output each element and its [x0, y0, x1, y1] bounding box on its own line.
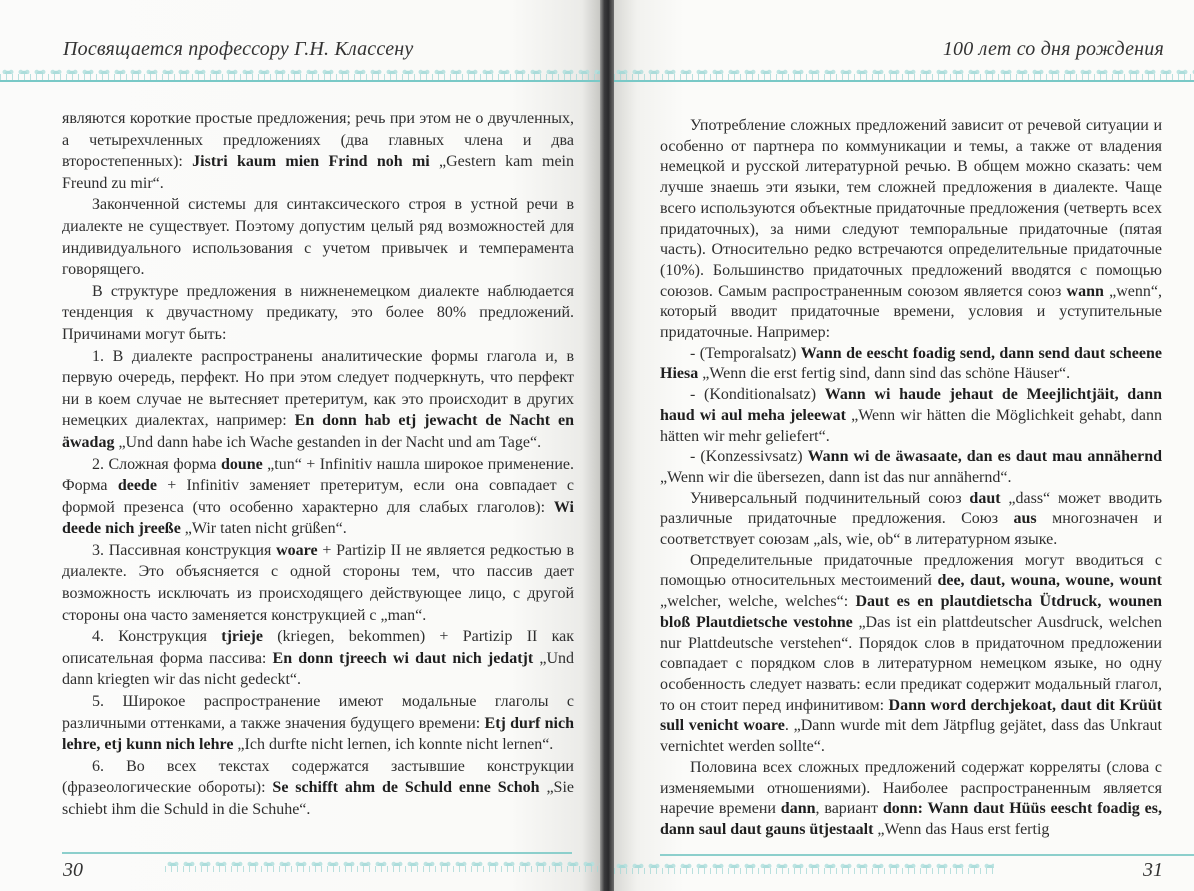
floral-border: [0, 64, 600, 74]
text-run: Определительные придаточные предложения могут вводиться с помощью относительных местоимений: [660, 551, 1162, 590]
right-running-head: 100 лет со дня рождения: [942, 38, 1164, 60]
dialect-example: doune: [220, 455, 263, 473]
text-run: „Wenn das Haus erst fertig: [873, 820, 1050, 838]
header-ornament-right: [614, 64, 1194, 82]
text-run: „Wenn die erst fertig sind, dann sind das schöne Häuser“.: [698, 365, 1071, 383]
border-ticks: [614, 74, 1194, 80]
dialect-example: dann: [780, 800, 816, 818]
dialect-example: Wann wi de äwasaate, dan es daut mau annähernd: [807, 448, 1163, 466]
paragraph: [660, 758, 1162, 841]
dialect-example: tjrieje: [221, 628, 263, 646]
paragraph: [62, 346, 574, 454]
border-rule: [0, 80, 600, 82]
text-run: Универсальный подчинительный союз: [690, 489, 970, 507]
right-body-text: [660, 116, 1162, 841]
paragraph: [62, 756, 574, 821]
floral-border: [165, 856, 600, 866]
border-ticks: [614, 868, 994, 874]
text-run: „Wenn wir hätten die Möglichkeit gehabt, dann hätten wir mehr geliefert“.: [660, 406, 1162, 445]
text-run: . „Dann wurde mit dem Jätpflug gejätet, dass das Unkraut vernichtet werden sollte“.: [660, 717, 1162, 756]
floral-border: [614, 64, 1194, 74]
text-run: Законченной системы для синтаксического строя в устной речи в диалекте не существует. Поэтому допустим целый ряд возможностей для индивидуального использования с учетом привычек и темперамента говорящего.: [62, 196, 574, 279]
text-run: В структуре предложения в нижненемецком диалекте наблюдается тенденция к двучастному предикату, это более 80% предложений. Причинами могут быть:: [62, 282, 574, 343]
text-run: 5. Широкое распространение имеют модальные глаголы с различными оттенками, а также значения будущего времени:: [62, 693, 574, 732]
text-run: (kriegen, bekommen) + Partizip II как описательная форма пассива:: [62, 628, 574, 667]
right-page: [614, 0, 1194, 891]
text-run: „dass“ может вводить различные придаточные предложения. Союз: [660, 489, 1163, 528]
paragraph: [660, 385, 1162, 447]
border-rule: [614, 80, 1194, 82]
dialect-example: wann: [1066, 282, 1104, 300]
text-run: „welcher, welche, welches“:: [660, 593, 856, 611]
text-run: „Und dann kriegten wir das nicht gedeckt“.: [62, 649, 575, 689]
text-run: Половина всех сложных предложений содержат корреляты (слова с изменяемыми отношениями). Наиболее распространенным является наречие времени: [660, 758, 1162, 818]
text-run: „tun“ + Infinitiv нашла широкое применение. Форма: [62, 455, 575, 495]
text-run: - (Konzessivsatz): [690, 448, 808, 466]
dialect-example: Se schifft ahm de Schuld enne Schoh: [272, 779, 540, 797]
text-run: „wenn“, который вводит придаточные времени, условия и уступительные придаточные. Например:: [660, 282, 1163, 342]
text-run: „Sie schiebt ihm die Schuld in die Schuhe“.: [62, 779, 574, 818]
paragraph: [62, 194, 574, 280]
text-run: , вариант: [815, 800, 883, 818]
text-run: „Gestern kam mein Freund zu mir“.: [62, 153, 575, 192]
paragraph: [62, 108, 574, 194]
paragraph: [660, 116, 1162, 344]
floral-border: [614, 858, 994, 868]
dialect-example: deede: [117, 477, 157, 495]
border-ticks: [165, 866, 600, 872]
paragraph: [62, 691, 574, 756]
text-run: 6. Во всех текстах содержатся застывшие конструкции (фразеологические обороты):: [62, 757, 574, 797]
dialect-example: Etj durf nich lehre, etj kunn nich lehre: [62, 714, 574, 754]
text-run: являются короткие простые предложения; речь при этом не о двучленных, а четырехчленных предложениях (два главных члена и два второстепенных):: [62, 110, 574, 171]
right-page-number: 31: [1143, 859, 1163, 881]
border-ticks: [0, 74, 600, 80]
left-body-text: [62, 108, 574, 821]
text-run: + Infinitiv заменяет претеритум, если она совпадает с формой презенса (что особенно характерно для слабых глаголов):: [62, 477, 574, 516]
footer-ornament-left: [165, 856, 600, 872]
dialect-example: En donn hab etj jewacht de Nacht en äwadag: [62, 412, 574, 451]
dialect-example: dee, daut, wouna, woune, wount: [937, 572, 1163, 590]
dialect-example: Wann wi haude jehaut de Meejlichtjäit, dann haud wi aul meha jeleewat: [660, 386, 1162, 424]
text-run: „Wir taten nicht grüßen“.: [180, 520, 347, 538]
book-spine: [600, 0, 614, 891]
text-run: Употребление сложных предложений зависит от речевой ситуации и особенно от партнера по коммуникации и темы, а также от владения немецкой и русской литературной речью. В общем можно сказать: чем лучше знаешь эти языки, тем сложней предложения в диалекте. Чаще всего используются объектные придаточные предложения (четверть всех придаточных), за ними следуют темпоральные придаточные (пятая часть). Относительно редко встречаются определительные придаточные (10%). Большинство придаточных предложений вводятся с помощью союзов. Самым распространенным союзом является союз: [660, 117, 1162, 300]
dialect-example: Daut es en plautdietscha Ütdruck, wounen bloß Plautdietsche vestohne: [660, 593, 1163, 631]
text-run: „Das ist ein plattdeutscher Ausdruck, welchen nur Plattdeutsche verstehen“. Порядок слов в придаточном предложении совпадает с порядком слов в литературном немецком языке, но одну особенность следует назвать: если предикат содержит модальный глагол, то он стоит перед инфинитивом:: [660, 613, 1162, 714]
dialect-example: Dann word derchjekoat, daut dit Krüüt sull venicht woare: [660, 696, 1163, 735]
text-run: - (Konditionalsatz): [690, 386, 825, 404]
paragraph: [660, 447, 1162, 488]
footer-ornament-right: [614, 858, 994, 874]
text-run: „Wenn wir die übersezen, dann ist das nur annähernd“.: [660, 468, 1012, 486]
dialect-example: donn: Wann daut Hüüs eescht foadig es, dann saul daut gauns ütjestaalt: [660, 800, 1162, 838]
footer-rule-left: [62, 852, 572, 854]
text-run: 2. Сложная форма: [92, 455, 221, 473]
paragraph: [660, 344, 1162, 385]
footer-rule-right: [660, 854, 1194, 856]
text-run: „Ich durfte nicht lernen, ich konnte nicht lernen“.: [233, 736, 554, 754]
header-ornament-left: [0, 64, 600, 82]
left-running-head: Посвящается профессору Г.Н. Классену: [63, 38, 414, 60]
left-page-number: 30: [63, 859, 83, 881]
paragraph: [62, 626, 574, 691]
dialect-example: Jistri kaum mien Frind noh mi: [192, 153, 430, 171]
dialect-example: woare: [276, 541, 318, 559]
text-run: многозначен и соответствует союзам „als, wie, ob“ в литературном языке.: [660, 510, 1163, 549]
paragraph: [660, 489, 1162, 551]
text-run: - (Temporalsatz): [690, 344, 801, 362]
paragraph: [62, 281, 574, 346]
dialect-example: daut: [969, 489, 1001, 507]
paragraph: [660, 551, 1162, 758]
dialect-example: Wann de eescht foadig send, dann send daut scheene Hiesa: [660, 344, 1162, 383]
text-run: + Partizip II не является редкостью в диалекте. Это объясняется с одной стороны тем, что пассив дает возможность исключать из происходящего действующее лицо, с другой стороны она часто заменяется конструкцией с „man“.: [62, 541, 575, 624]
text-run: 1. В диалекте распространены аналитические формы глагола и, в первую очередь, перфект. Но при этом следует подчеркнуть, что перфект ни в коем случае не вытесняет претеритум, как это происходит в других немецких диалектах, например:: [62, 347, 574, 430]
text-run: 4. Конструкция: [92, 628, 222, 646]
paragraph: [62, 540, 574, 626]
dialect-example: Wi deede nich jreeße: [62, 498, 574, 538]
text-run: „Und dann habe ich Wache gestanden in der Nacht und am Tage“.: [114, 433, 542, 451]
paragraph: [62, 454, 574, 540]
dialect-example: En donn tjreech wi daut nich jedatjt: [272, 649, 534, 667]
dialect-example: aus: [1013, 510, 1037, 528]
text-run: 3. Пассивная конструкция: [92, 541, 277, 559]
